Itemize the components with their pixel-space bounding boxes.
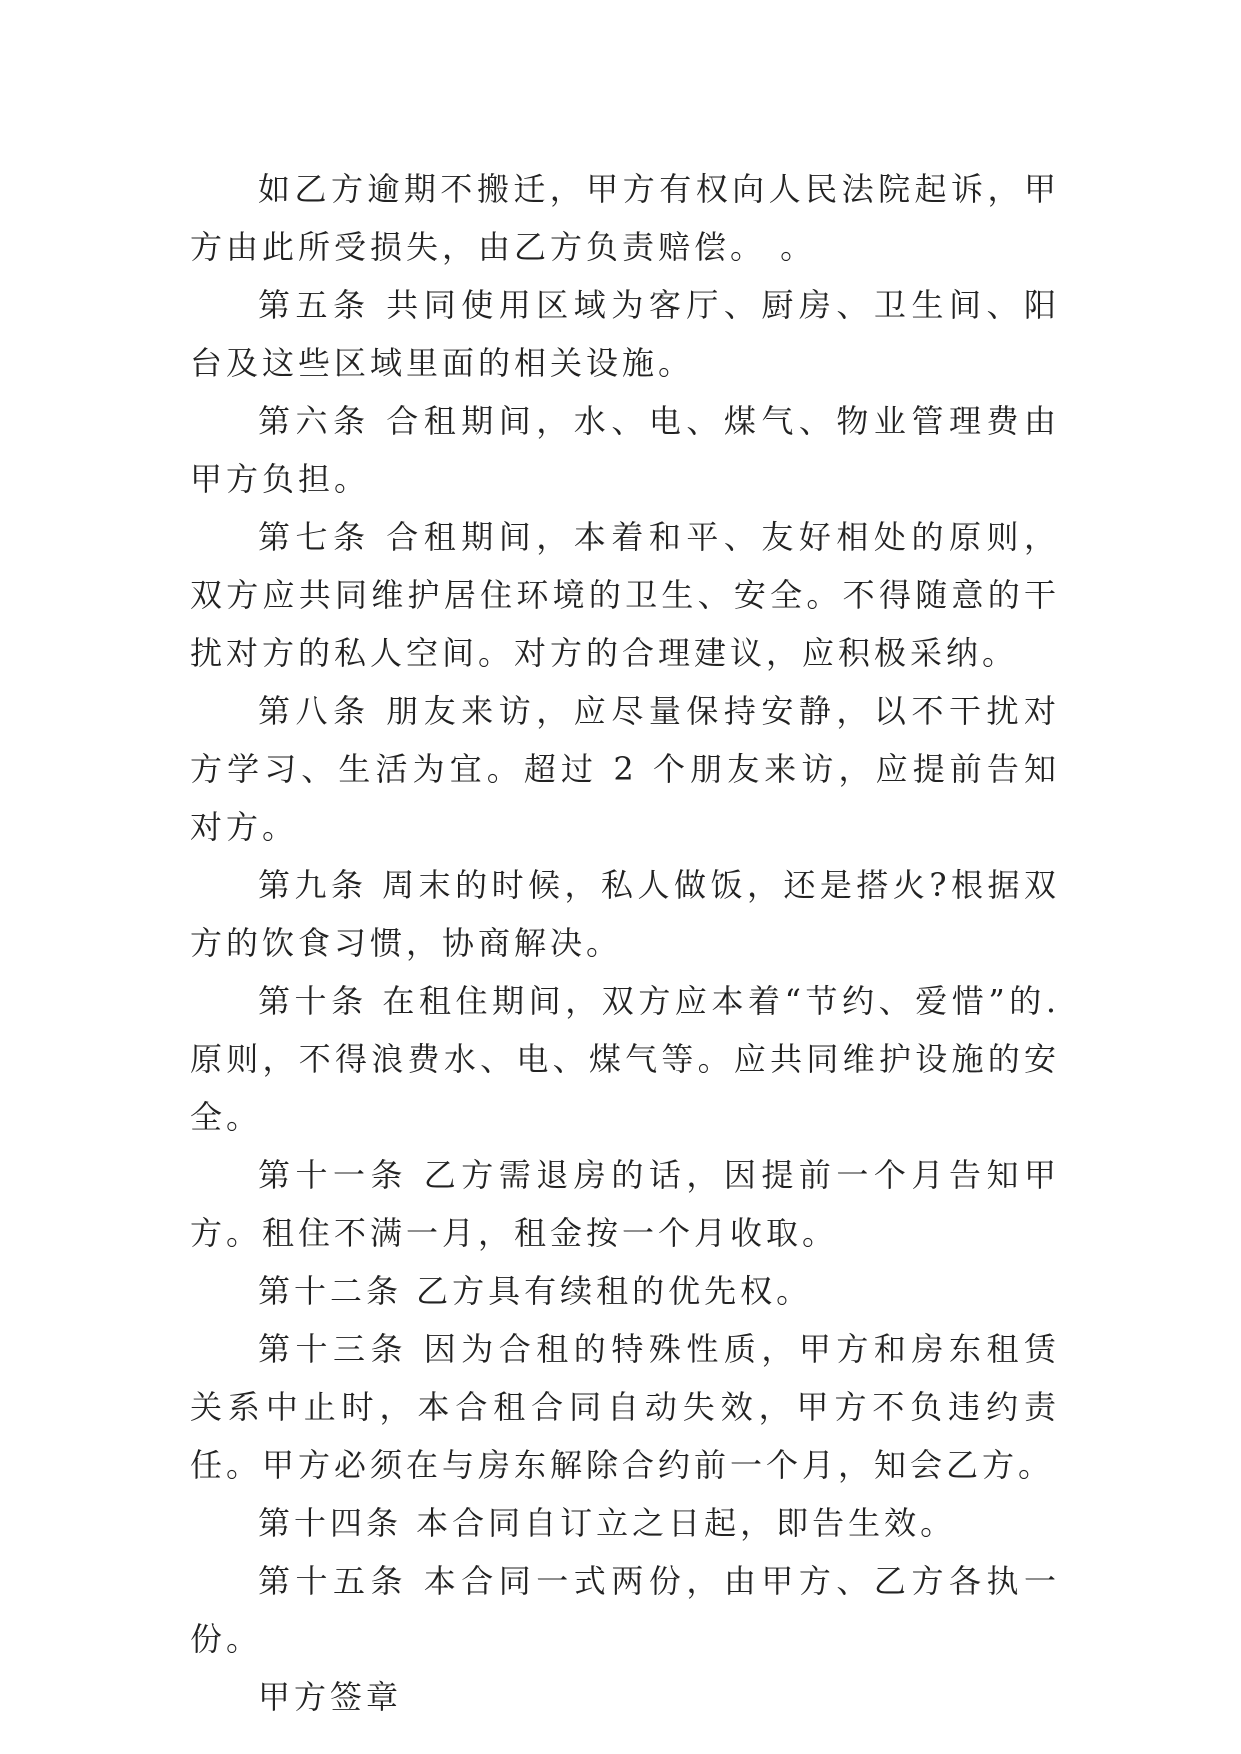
paragraph-article-15: 第十五条 本合同一式两份，由甲方、乙方各执一份。 bbox=[190, 1562, 1060, 1658]
paragraph-article-13: 第十三条 因为合租的特殊性质，甲方和房东租赁关系中止时，本合租合同自动失效，甲方不负违约责任。甲方必须在与房东解除合约前一个月，知会乙方。 bbox=[190, 1330, 1060, 1484]
paragraph-article-5: 第五条 共同使用区域为客厅、厨房、卫生间、阳台及这些区域里面的相关设施。 bbox=[190, 286, 1060, 382]
paragraph-article-11: 第十一条 乙方需退房的话，因提前一个月告知甲方。租住不满一月，租金按一个月收取。 bbox=[190, 1156, 1060, 1252]
paragraph-article-12: 第十二条 乙方具有续租的优先权。 bbox=[258, 1272, 813, 1310]
paragraph-article-7: 第七条 合租期间，本着和平、友好相处的原则，双方应共同维护居住环境的卫生、安全。不得随意的干扰对方的私人空间。对方的合理建议，应积极采纳。 bbox=[190, 518, 1060, 672]
paragraph-article-6: 第六条 合租期间，水、电、煤气、物业管理费由甲方负担。 bbox=[190, 402, 1060, 498]
paragraph-relocation-clause: 如乙方逾期不搬迁，甲方有权向人民法院起诉，甲方由此所受损失，由乙方负责赔偿。 。 bbox=[190, 170, 1060, 266]
paragraph-article-10: 第十条 在租住期间，双方应本着“节约、爱惜”的.原则，不得浪费水、电、煤气等。应共同维护设施的安全。 bbox=[190, 982, 1060, 1136]
paragraph-article-14: 第十四条 本合同自订立之日起，即告生效。 bbox=[258, 1504, 957, 1542]
signature-label-party-a: 甲方签章 bbox=[258, 1678, 403, 1716]
contract-body bbox=[190, 160, 1060, 1726]
paragraph-article-9: 第九条 周末的时候，私人做饭，还是搭火?根据双方的饮食习惯，协商解决。 bbox=[190, 866, 1060, 962]
paragraph-article-8: 第八条 朋友来访，应尽量保持安静，以不干扰对方学习、生活为宜。超过 2 个朋友来访，应提前告知对方。 bbox=[190, 692, 1060, 846]
